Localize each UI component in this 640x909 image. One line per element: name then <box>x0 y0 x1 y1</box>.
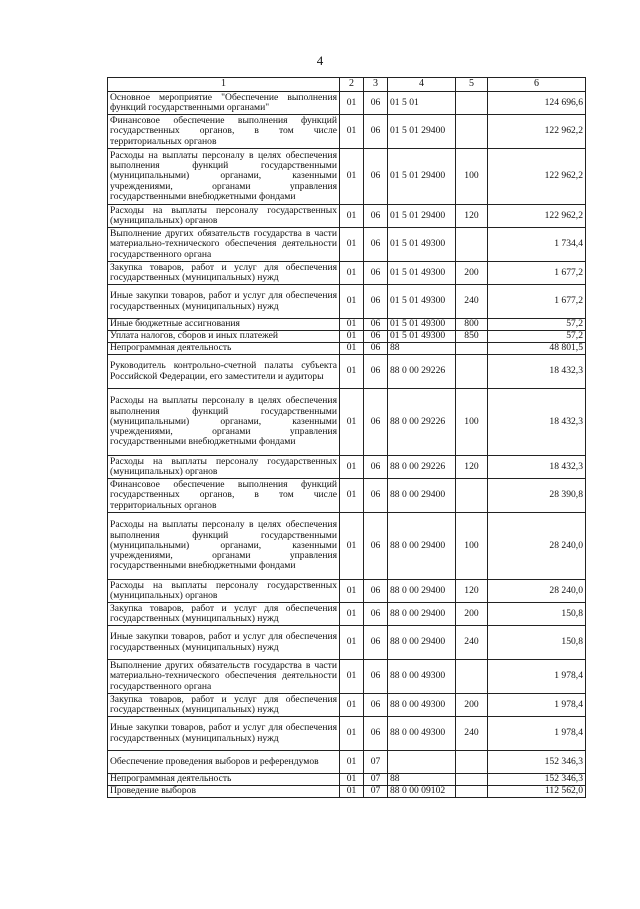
row-amount: 28 240,0 <box>488 513 586 580</box>
row-name: Финансовое обеспечение выполнения функций государственных органов, в том числе территориальных органов <box>108 115 340 149</box>
row-expense-type: 200 <box>456 262 488 285</box>
row-subsection: 06 <box>364 513 388 580</box>
table-row <box>108 513 586 580</box>
row-subsection: 06 <box>364 717 388 751</box>
row-target-code: 01 5 01 <box>388 92 456 115</box>
row-expense-type <box>456 774 488 786</box>
row-name: Расходы на выплаты персоналу государственных (муниципальных) органов <box>108 205 340 228</box>
table-row <box>108 92 586 115</box>
table-row <box>108 717 586 751</box>
row-subsection: 06 <box>364 580 388 603</box>
row-target-code: 88 0 00 29226 <box>388 389 456 456</box>
row-amount: 18 432,3 <box>488 456 586 479</box>
row-expense-type <box>456 92 488 115</box>
row-amount: 18 432,3 <box>488 389 586 456</box>
table-row <box>108 205 586 228</box>
column-header-2: 2 <box>340 78 364 92</box>
row-name: Выполнение других обязательств государства в части материально-технического обеспечения деятельности государственного органа <box>108 660 340 694</box>
row-name: Иные закупки товаров, работ и услуг для обеспечения государственных (муниципальных) нужд <box>108 717 340 751</box>
row-subsection: 06 <box>364 319 388 331</box>
row-section: 01 <box>340 262 364 285</box>
row-subsection: 06 <box>364 660 388 694</box>
row-target-code: 01 5 01 49300 <box>388 228 456 262</box>
row-amount: 57,2 <box>488 319 586 331</box>
row-target-code: 01 5 01 29400 <box>388 115 456 149</box>
row-amount: 1 978,4 <box>488 694 586 717</box>
row-subsection: 06 <box>364 694 388 717</box>
row-expense-type: 850 <box>456 331 488 343</box>
row-expense-type <box>456 228 488 262</box>
table-row <box>108 149 586 205</box>
table-row <box>108 603 586 626</box>
row-section: 01 <box>340 694 364 717</box>
row-expense-type <box>456 751 488 774</box>
row-name: Основное мероприятие "Обеспечение выполнения функций государственными органами" <box>108 92 340 115</box>
row-section: 01 <box>340 603 364 626</box>
row-name: Иные закупки товаров, работ и услуг для обеспечения государственных (муниципальных) нужд <box>108 285 340 319</box>
row-expense-type <box>456 786 488 798</box>
row-target-code: 88 0 00 29226 <box>388 456 456 479</box>
row-section: 01 <box>340 228 364 262</box>
row-expense-type <box>456 479 488 513</box>
row-expense-type: 200 <box>456 694 488 717</box>
row-section: 01 <box>340 786 364 798</box>
row-expense-type: 100 <box>456 513 488 580</box>
row-expense-type: 120 <box>456 580 488 603</box>
row-name: Обеспечение проведения выборов и референдумов <box>108 751 340 774</box>
table-body <box>108 92 586 798</box>
table-row <box>108 694 586 717</box>
row-subsection: 06 <box>364 626 388 660</box>
row-target-code: 88 0 00 49300 <box>388 694 456 717</box>
row-subsection: 06 <box>364 205 388 228</box>
row-subsection: 07 <box>364 774 388 786</box>
row-section: 01 <box>340 343 364 355</box>
row-target-code: 88 0 00 29400 <box>388 479 456 513</box>
row-name: Непрограммная деятельность <box>108 343 340 355</box>
row-target-code: 88 0 00 49300 <box>388 717 456 751</box>
row-amount: 124 696,6 <box>488 92 586 115</box>
row-subsection: 06 <box>364 228 388 262</box>
row-expense-type: 800 <box>456 319 488 331</box>
row-name: Расходы на выплаты персоналу государственных (муниципальных) органов <box>108 456 340 479</box>
row-amount: 1 978,4 <box>488 660 586 694</box>
row-expense-type: 100 <box>456 389 488 456</box>
row-section: 01 <box>340 205 364 228</box>
row-section: 01 <box>340 285 364 319</box>
row-expense-type <box>456 343 488 355</box>
row-expense-type: 120 <box>456 205 488 228</box>
row-target-code: 88 0 00 29400 <box>388 626 456 660</box>
row-section: 01 <box>340 580 364 603</box>
row-subsection: 06 <box>364 343 388 355</box>
table-row <box>108 580 586 603</box>
row-amount: 57,2 <box>488 331 586 343</box>
row-target-code: 01 5 01 29400 <box>388 205 456 228</box>
row-section: 01 <box>340 319 364 331</box>
row-subsection: 06 <box>364 389 388 456</box>
row-name: Выполнение других обязательств государства в части материально-технического обеспечения деятельности государственного органа <box>108 228 340 262</box>
row-name: Финансовое обеспечение выполнения функций государственных органов, в том числе территориальных органов <box>108 479 340 513</box>
row-section: 01 <box>340 92 364 115</box>
row-amount: 1 677,2 <box>488 262 586 285</box>
row-amount: 112 562,0 <box>488 786 586 798</box>
row-target-code: 88 0 00 29226 <box>388 355 456 389</box>
row-name: Иные бюджетные ассигнования <box>108 319 340 331</box>
row-target-code: 01 5 01 29400 <box>388 149 456 205</box>
row-expense-type <box>456 115 488 149</box>
column-header-4: 4 <box>388 78 456 92</box>
table-row <box>108 343 586 355</box>
row-subsection: 06 <box>364 603 388 626</box>
table-row <box>108 331 586 343</box>
table-header-row <box>108 78 586 92</box>
row-expense-type: 120 <box>456 456 488 479</box>
row-section: 01 <box>340 389 364 456</box>
row-expense-type <box>456 660 488 694</box>
row-amount: 1 677,2 <box>488 285 586 319</box>
row-expense-type <box>456 355 488 389</box>
row-section: 01 <box>340 717 364 751</box>
row-name: Расходы на выплаты персоналу в целях обеспечения выполнения функций государственными (муниципальными) органами, казенными учреждениями, органами управления государственными внебюджетными фондами <box>108 149 340 205</box>
row-name: Расходы на выплаты персоналу в целях обеспечения выполнения функций государственными (муниципальными) органами, казенными учреждениями, органами управления государственными внебюджетными фондами <box>108 389 340 456</box>
row-target-code <box>388 751 456 774</box>
row-subsection: 06 <box>364 285 388 319</box>
row-target-code: 88 <box>388 343 456 355</box>
row-section: 01 <box>340 149 364 205</box>
row-amount: 28 240,0 <box>488 580 586 603</box>
table-row <box>108 285 586 319</box>
row-target-code: 01 5 01 49300 <box>388 319 456 331</box>
row-amount: 122 962,2 <box>488 115 586 149</box>
row-name: Непрограммная деятельность <box>108 774 340 786</box>
row-section: 01 <box>340 355 364 389</box>
row-subsection: 06 <box>364 149 388 205</box>
table-row <box>108 626 586 660</box>
table-row <box>108 355 586 389</box>
table-row <box>108 751 586 774</box>
table-row <box>108 319 586 331</box>
row-name: Руководитель контрольно-счетной палаты субъекта Российской Федерации, его заместители и аудиторы <box>108 355 340 389</box>
column-header-5: 5 <box>456 78 488 92</box>
row-section: 01 <box>340 774 364 786</box>
row-expense-type: 100 <box>456 149 488 205</box>
row-expense-type: 240 <box>456 626 488 660</box>
row-subsection: 06 <box>364 262 388 285</box>
row-name: Расходы на выплаты персоналу государственных (муниципальных) органов <box>108 580 340 603</box>
row-section: 01 <box>340 513 364 580</box>
table-row <box>108 456 586 479</box>
row-amount: 152 346,3 <box>488 751 586 774</box>
row-amount: 122 962,2 <box>488 205 586 228</box>
row-subsection: 06 <box>364 115 388 149</box>
table-row <box>108 389 586 456</box>
row-expense-type: 240 <box>456 717 488 751</box>
table-row <box>108 262 586 285</box>
row-subsection: 07 <box>364 786 388 798</box>
page-number: 4 <box>316 53 324 68</box>
row-target-code: 88 0 00 09102 <box>388 786 456 798</box>
row-target-code: 88 0 00 29400 <box>388 580 456 603</box>
table-row <box>108 479 586 513</box>
row-section: 01 <box>340 479 364 513</box>
row-section: 01 <box>340 331 364 343</box>
row-section: 01 <box>340 456 364 479</box>
row-name: Закупка товаров, работ и услуг для обеспечения государственных (муниципальных) нужд <box>108 694 340 717</box>
row-name: Иные закупки товаров, работ и услуг для обеспечения государственных (муниципальных) нужд <box>108 626 340 660</box>
table-row <box>108 660 586 694</box>
row-target-code: 88 0 00 29400 <box>388 513 456 580</box>
row-name: Закупка товаров, работ и услуг для обеспечения государственных (муниципальных) нужд <box>108 262 340 285</box>
row-name: Закупка товаров, работ и услуг для обеспечения государственных (муниципальных) нужд <box>108 603 340 626</box>
row-amount: 18 432,3 <box>488 355 586 389</box>
row-amount: 28 390,8 <box>488 479 586 513</box>
row-subsection: 06 <box>364 92 388 115</box>
column-header-1: 1 <box>108 78 340 92</box>
row-amount: 150,8 <box>488 626 586 660</box>
row-target-code: 88 0 00 29400 <box>388 603 456 626</box>
row-target-code: 01 5 01 49300 <box>388 262 456 285</box>
row-name: Уплата налогов, сборов и иных платежей <box>108 331 340 343</box>
row-section: 01 <box>340 660 364 694</box>
row-section: 01 <box>340 751 364 774</box>
row-target-code: 01 5 01 49300 <box>388 285 456 319</box>
row-amount: 1 734,4 <box>488 228 586 262</box>
row-amount: 152 346,3 <box>488 774 586 786</box>
row-target-code: 88 <box>388 774 456 786</box>
row-subsection: 06 <box>364 479 388 513</box>
row-expense-type: 240 <box>456 285 488 319</box>
row-amount: 122 962,2 <box>488 149 586 205</box>
row-expense-type: 200 <box>456 603 488 626</box>
row-subsection: 06 <box>364 331 388 343</box>
row-section: 01 <box>340 115 364 149</box>
column-header-3: 3 <box>364 78 388 92</box>
budget-table <box>107 77 586 798</box>
row-target-code: 01 5 01 49300 <box>388 331 456 343</box>
row-subsection: 06 <box>364 456 388 479</box>
column-header-6: 6 <box>488 78 586 92</box>
row-amount: 48 801,5 <box>488 343 586 355</box>
table-row <box>108 774 586 786</box>
row-section: 01 <box>340 626 364 660</box>
row-amount: 1 978,4 <box>488 717 586 751</box>
table-row <box>108 228 586 262</box>
table-row <box>108 115 586 149</box>
row-subsection: 06 <box>364 355 388 389</box>
row-subsection: 07 <box>364 751 388 774</box>
table-row <box>108 786 586 798</box>
row-name: Проведение выборов <box>108 786 340 798</box>
row-name: Расходы на выплаты персоналу в целях обеспечения выполнения функций государственными (муниципальными) органами, казенными учреждениями, органами управления государственными внебюджетными фондами <box>108 513 340 580</box>
row-amount: 150,8 <box>488 603 586 626</box>
row-target-code: 88 0 00 49300 <box>388 660 456 694</box>
